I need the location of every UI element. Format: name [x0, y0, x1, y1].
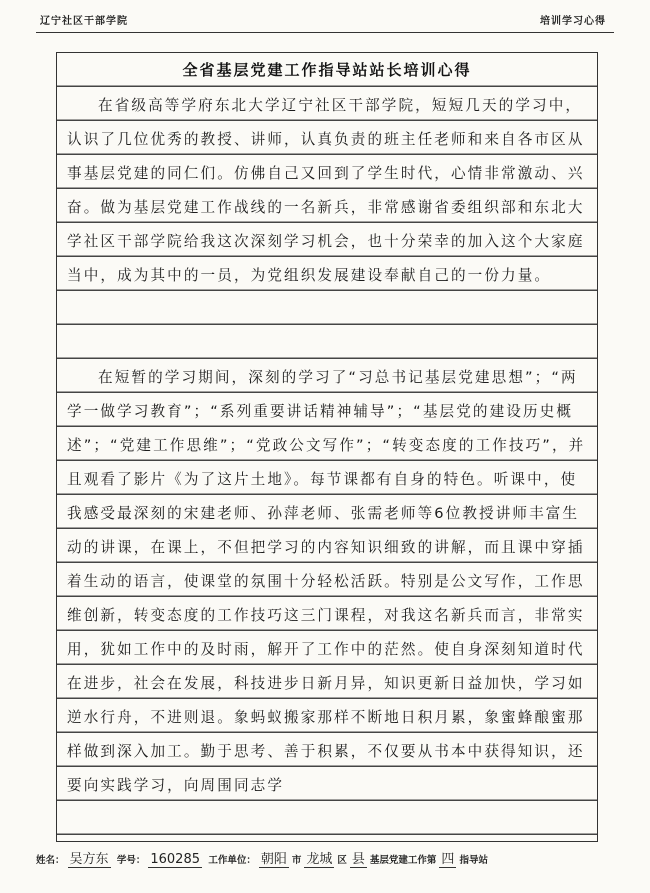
name-label: 姓名： [36, 855, 65, 866]
work-unit-label: 工作单位： [208, 855, 256, 866]
county-value: 县 [350, 848, 367, 868]
header-divider [36, 32, 614, 33]
header-school-name: 辽宁社区干部学院 [40, 16, 128, 27]
lined-writing-area [56, 52, 598, 842]
essay-paragraph-1: 在省级高等学府东北大学辽宁社区干部学院，短短几天的学习中，认识了几位优秀的教授、讲师，认真负责的班主任老师和来自各市区从事基层党建的同仁们。仿佛自己又回到了学生时代，心情非常激动、兴奋。做为基层党建工作战线的一名新兵，非常感谢省委组织部和东北大学社区干部学院给我这次深刻学习机会，也十分荣幸的加入这个大家庭当中，成为其中的一员，为党组织发展建设奉献自己的一份力量。 [67, 97, 585, 284]
county-suffix: 基层党建工作第 [369, 855, 437, 866]
district-suffix: 区 [337, 855, 347, 866]
name-value: 吴方东 [68, 848, 111, 868]
station-value: 四 [439, 848, 456, 868]
header-document-type: 培训学习心得 [540, 16, 606, 27]
city-value: 朝阳 [259, 848, 289, 868]
station-suffix: 指导站 [459, 855, 488, 866]
essay-title: 全省基层党建工作指导站站长培训心得 [182, 61, 472, 79]
essay-paragraph-2: 在短暂的学习期间，深刻的学习了“习总书记基层党建思想”；“两学一做学习教育”；“系列重要讲话精神辅导”；“基层党的建设历史概述”；“党建工作思维”；“党政公文写作”；“转变态度的工作技巧”，并且观看了影片《为了这片土地》。每节课都有自身的特色。听课中，使我感受最深刻的宋建老师、孙萍老师、张需老师等6位教授讲师丰富生动的讲课，在课上，不但把学习的内容知识细致的讲解，而且课中穿插着生动的语言，使课堂的氛围十分轻松活跃。特别是公文写作，工作思维创新，转变态度的工作技巧这三门课程，对我这名新兵而言，非常实用，犹如工作中的及时雨，解开了工作中的茫然。使自身深刻知道时代在进步，社会在发展，科技进步日新月异，知识更新日益加快，学习如逆水行舟，不进则退。象蚂蚁搬家那样不断地日积月累，象蜜蜂酿蜜那样做到深入加工。勤于思考、善于积累，不仅要从书本中获得知识，还要向实践学习，向周围同志学 [67, 369, 586, 794]
student-id-label: 学号： [116, 855, 146, 866]
city-suffix: 市 [291, 855, 302, 866]
student-id-value: 160285 [150, 852, 200, 867]
footer-info [36, 848, 620, 868]
district-value: 龙城 [304, 848, 334, 868]
